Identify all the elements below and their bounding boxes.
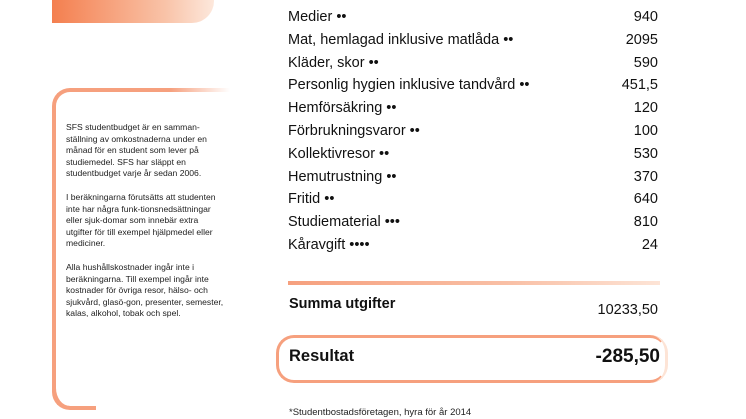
expense-value: 530 (633, 145, 658, 162)
expense-value: 2095 (625, 31, 658, 48)
expense-name: Förbrukningsvaror •• (288, 122, 420, 139)
expense-name: Medier •• (288, 9, 347, 25)
total-expenses-value: 10233,50 (597, 302, 658, 318)
expense-name: Studiematerial ••• (288, 214, 400, 231)
expense-row (288, 234, 660, 257)
expense-name: Hemförsäkring •• (288, 100, 397, 117)
section-divider (288, 281, 660, 285)
expense-value: 370 (633, 168, 658, 185)
expense-name: Personlig hygien inklusive tandvård •• (288, 77, 530, 94)
expense-row (288, 211, 660, 234)
expense-name: Kläder, skor •• (288, 54, 379, 71)
expense-row (288, 6, 660, 29)
expense-value: 810 (633, 214, 658, 231)
expense-value: 590 (633, 54, 658, 71)
expense-row (288, 120, 660, 143)
expense-value: 640 (633, 191, 658, 208)
expense-name: Kollektivresor •• (288, 145, 390, 162)
result-value: -285,50 (595, 346, 660, 367)
expense-value: 100 (633, 122, 658, 139)
expense-list (288, 6, 660, 257)
expense-value: 940 (633, 9, 658, 25)
header-accent-bar (52, 0, 214, 23)
info-sidebar (52, 88, 230, 406)
sidebar-paragraph: Alla hushållskostnader ingår inte i beräkningarna. Till exempel ingår inte kostnader för övriga resor, hälso- och sjukvård, glasö-gon, presenter, semester, kalas, alkohol, tobak och spel. (66, 261, 224, 319)
sidebar-paragraph: SFS studentbudget är en samman-ställning av omkostnaderna under en månad för en student som lever på studiemedel. SFS har släppt en studentbudget varje år sedan 2006. (66, 122, 207, 179)
expense-row (288, 143, 660, 166)
expense-row (288, 52, 660, 75)
total-expenses-label: Summa utgifter (289, 296, 396, 312)
expense-name: Hemutrustning •• (288, 168, 397, 185)
result-label: Resultat (289, 347, 355, 365)
expense-value: 451,5 (621, 77, 658, 94)
expense-name: Mat, hemlagad inklusive matlåda •• (288, 31, 514, 48)
expense-value: 24 (641, 236, 658, 253)
expense-row (288, 29, 660, 52)
expense-row (288, 166, 660, 189)
expense-row (288, 188, 660, 211)
expense-row (288, 74, 660, 97)
expense-name: Fritid •• (288, 191, 335, 208)
expense-row (288, 97, 660, 120)
expense-name: Kåravgift •••• (288, 236, 370, 253)
footnote: *Studentbostadsföretagen, hyra för år 2014 (289, 407, 472, 418)
expense-value: 120 (633, 100, 658, 117)
sidebar-paragraph: I beräkningarna förutsätts att studenten inte har några funk-tionsnedsättningar eller sjuk-domar som innebär extra utgifter för till exempel hjälpmedel eller mediciner. (66, 191, 216, 249)
